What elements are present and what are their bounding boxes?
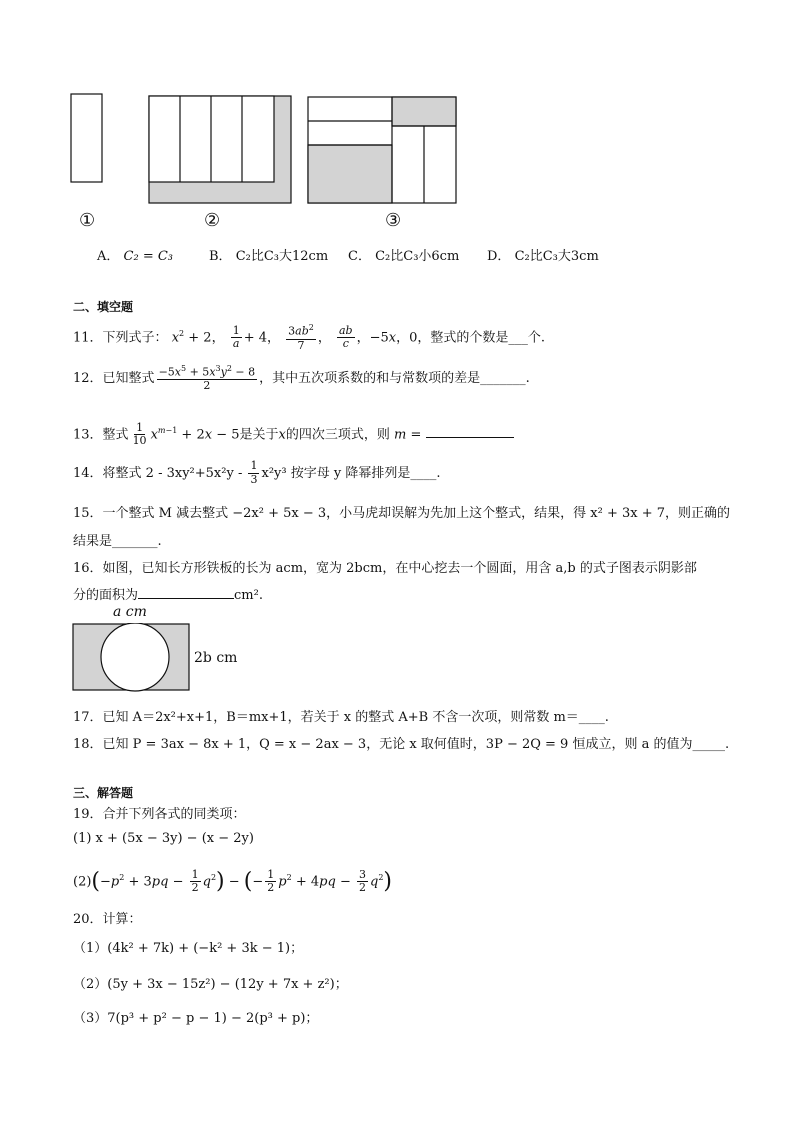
fraction-3ab2-over-7: $\frac{3ab^2}{7}$ (288, 323, 314, 352)
section-fill-in-title: 二、填空题 (73, 300, 134, 314)
question-20-part1: （1）(4k² + 7k) + (−k² + 3k − 1)； (73, 941, 304, 956)
option-c (348, 245, 459, 264)
fraction-1-over-a: $\frac{1}{a}$ (232, 323, 240, 351)
q13-m: m = (394, 427, 422, 443)
q16-lead: 分的面积为 (73, 588, 139, 603)
option-b-expr: C₂比C₃大12cm (235, 249, 329, 264)
question-17: 17．已知 A＝2x²+x+1，B＝mx+1，若关于 x 的整式 A+B 不含一次项，则常数 m＝____. (73, 710, 609, 725)
question-11: 11．下列式子： $x^2 + 2$， $\frac{1}{a}$ + 4， $\frac{3ab^2}{7}$ ， $\frac{ab}{c}$ ，−5x，0，整式的个数是___个. (73, 323, 546, 352)
fraction-polynomial-over-2: $\frac{-5x^5 + 5x^3y^2 - 8}{2}$ (158, 364, 256, 393)
q16-figure-top-label: a cm (113, 604, 147, 620)
option-d-expr: C₂比C₃大3cm (514, 249, 599, 264)
section-solutions-title: 三、解答题 (73, 786, 134, 800)
q13-tail: 的四次三项式，则 (285, 427, 390, 443)
option-c-expr: C₂比C₃小6cm (375, 249, 460, 264)
question-16-line2 (73, 584, 263, 603)
figure-label-3: ③ (385, 210, 402, 231)
option-c-letter: C． (348, 249, 371, 264)
question-12 (73, 362, 530, 396)
q13-lead: 整式 (102, 427, 129, 443)
question-19-title: 19．合并下列各式的同类项： (73, 807, 246, 822)
option-b-letter: B． (209, 249, 232, 264)
q12-number: 12． (73, 371, 103, 386)
question-16-line1: 16．如图，已知长方形铁板的长为 acm，宽为 2bcm，在中心挖去一个圆面，用含 a,b 的式子图表示阴影部 (73, 561, 697, 576)
q12-lead: 已知整式 (102, 371, 155, 386)
option-a-expr: C₂ = C₃ (123, 249, 174, 264)
question-15-line1: 15．一个整式 M 减去整式 −2x² + 5x − 3，小马虎却误解为先加上这个整式，结果，得 x² + 3x + 7，则正确的 (73, 506, 731, 521)
q16-figure-right-label: 2b cm (194, 650, 238, 666)
q14-number: 14． (73, 466, 103, 481)
q13-answer-blank[interactable] (426, 437, 514, 438)
q14-text: 将整式 2 - 3xy²+5x²y - (102, 466, 243, 481)
q11-lead: 下列式子： (102, 330, 168, 346)
question-20-part2: （2）(5y + 3x − 15z²) − (12y + 7x + z²)； (73, 977, 348, 992)
q11-tail: ，整式的个数是___个. (417, 330, 546, 346)
question-20-part3: （3）7(p³ + p² − p − 1) − 2(p³ + p)； (73, 1011, 319, 1026)
question-19-part2: $(2)(-p^2 + 3pq$ − $\frac{1}{2}$ $q^2$) − (− $\frac{1}{2}$ $p^2 + 4pq$ − $\frac{3}{2}$ $q^2$) (73, 867, 392, 895)
figure-label-2: ② (204, 210, 221, 231)
fraction-ab-over-c: $\frac{ab}{c}$ (338, 323, 353, 351)
figure-1-rectangle (70, 93, 104, 185)
fraction-1-over-10: $\frac{1}{10}$ (132, 420, 147, 448)
option-a (97, 245, 173, 264)
fraction-1-over-3: $\frac{1}{3}$ (250, 459, 258, 486)
figure-label-1: ① (79, 210, 96, 231)
q13-mid: 是关于 (239, 427, 279, 443)
question-13: 13．整式 $\frac{1}{10}$ $x^{m-1} + 2x - 5$是关于x的四次三项式，则 m = (73, 416, 514, 450)
q16-plate-figure (72, 623, 192, 693)
q14-tail: x²y³ 按字母 y 降幂排列是____. (261, 466, 441, 481)
option-a-letter: A． (97, 249, 120, 264)
option-b (209, 245, 328, 264)
option-d-letter: D． (487, 249, 511, 264)
q16-unit: cm². (234, 588, 263, 603)
q12-tail: ，其中五次项系数的和与常数项的差是_______. (259, 371, 530, 386)
q13-number: 13． (73, 427, 103, 443)
question-14 (73, 459, 440, 489)
figure-2-rectangle (148, 95, 294, 205)
q16-answer-blank[interactable] (138, 598, 234, 599)
question-19-part1: (1) x + (5x − 3y) − (x − 2y) (73, 831, 254, 846)
question-18: 18．已知 P = 3ax − 8x + 1，Q = x − 2ax − 3，无论 x 取何值时，3P − 2Q = 9 恒成立，则 a 的值为_____. (73, 737, 730, 752)
question-20-title: 20．计算： (73, 912, 142, 927)
question-15-line2: 结果是_______. (73, 534, 162, 549)
option-d (487, 245, 599, 264)
figure-3-rectangle (307, 96, 459, 206)
q11-number: 11． (73, 330, 103, 346)
